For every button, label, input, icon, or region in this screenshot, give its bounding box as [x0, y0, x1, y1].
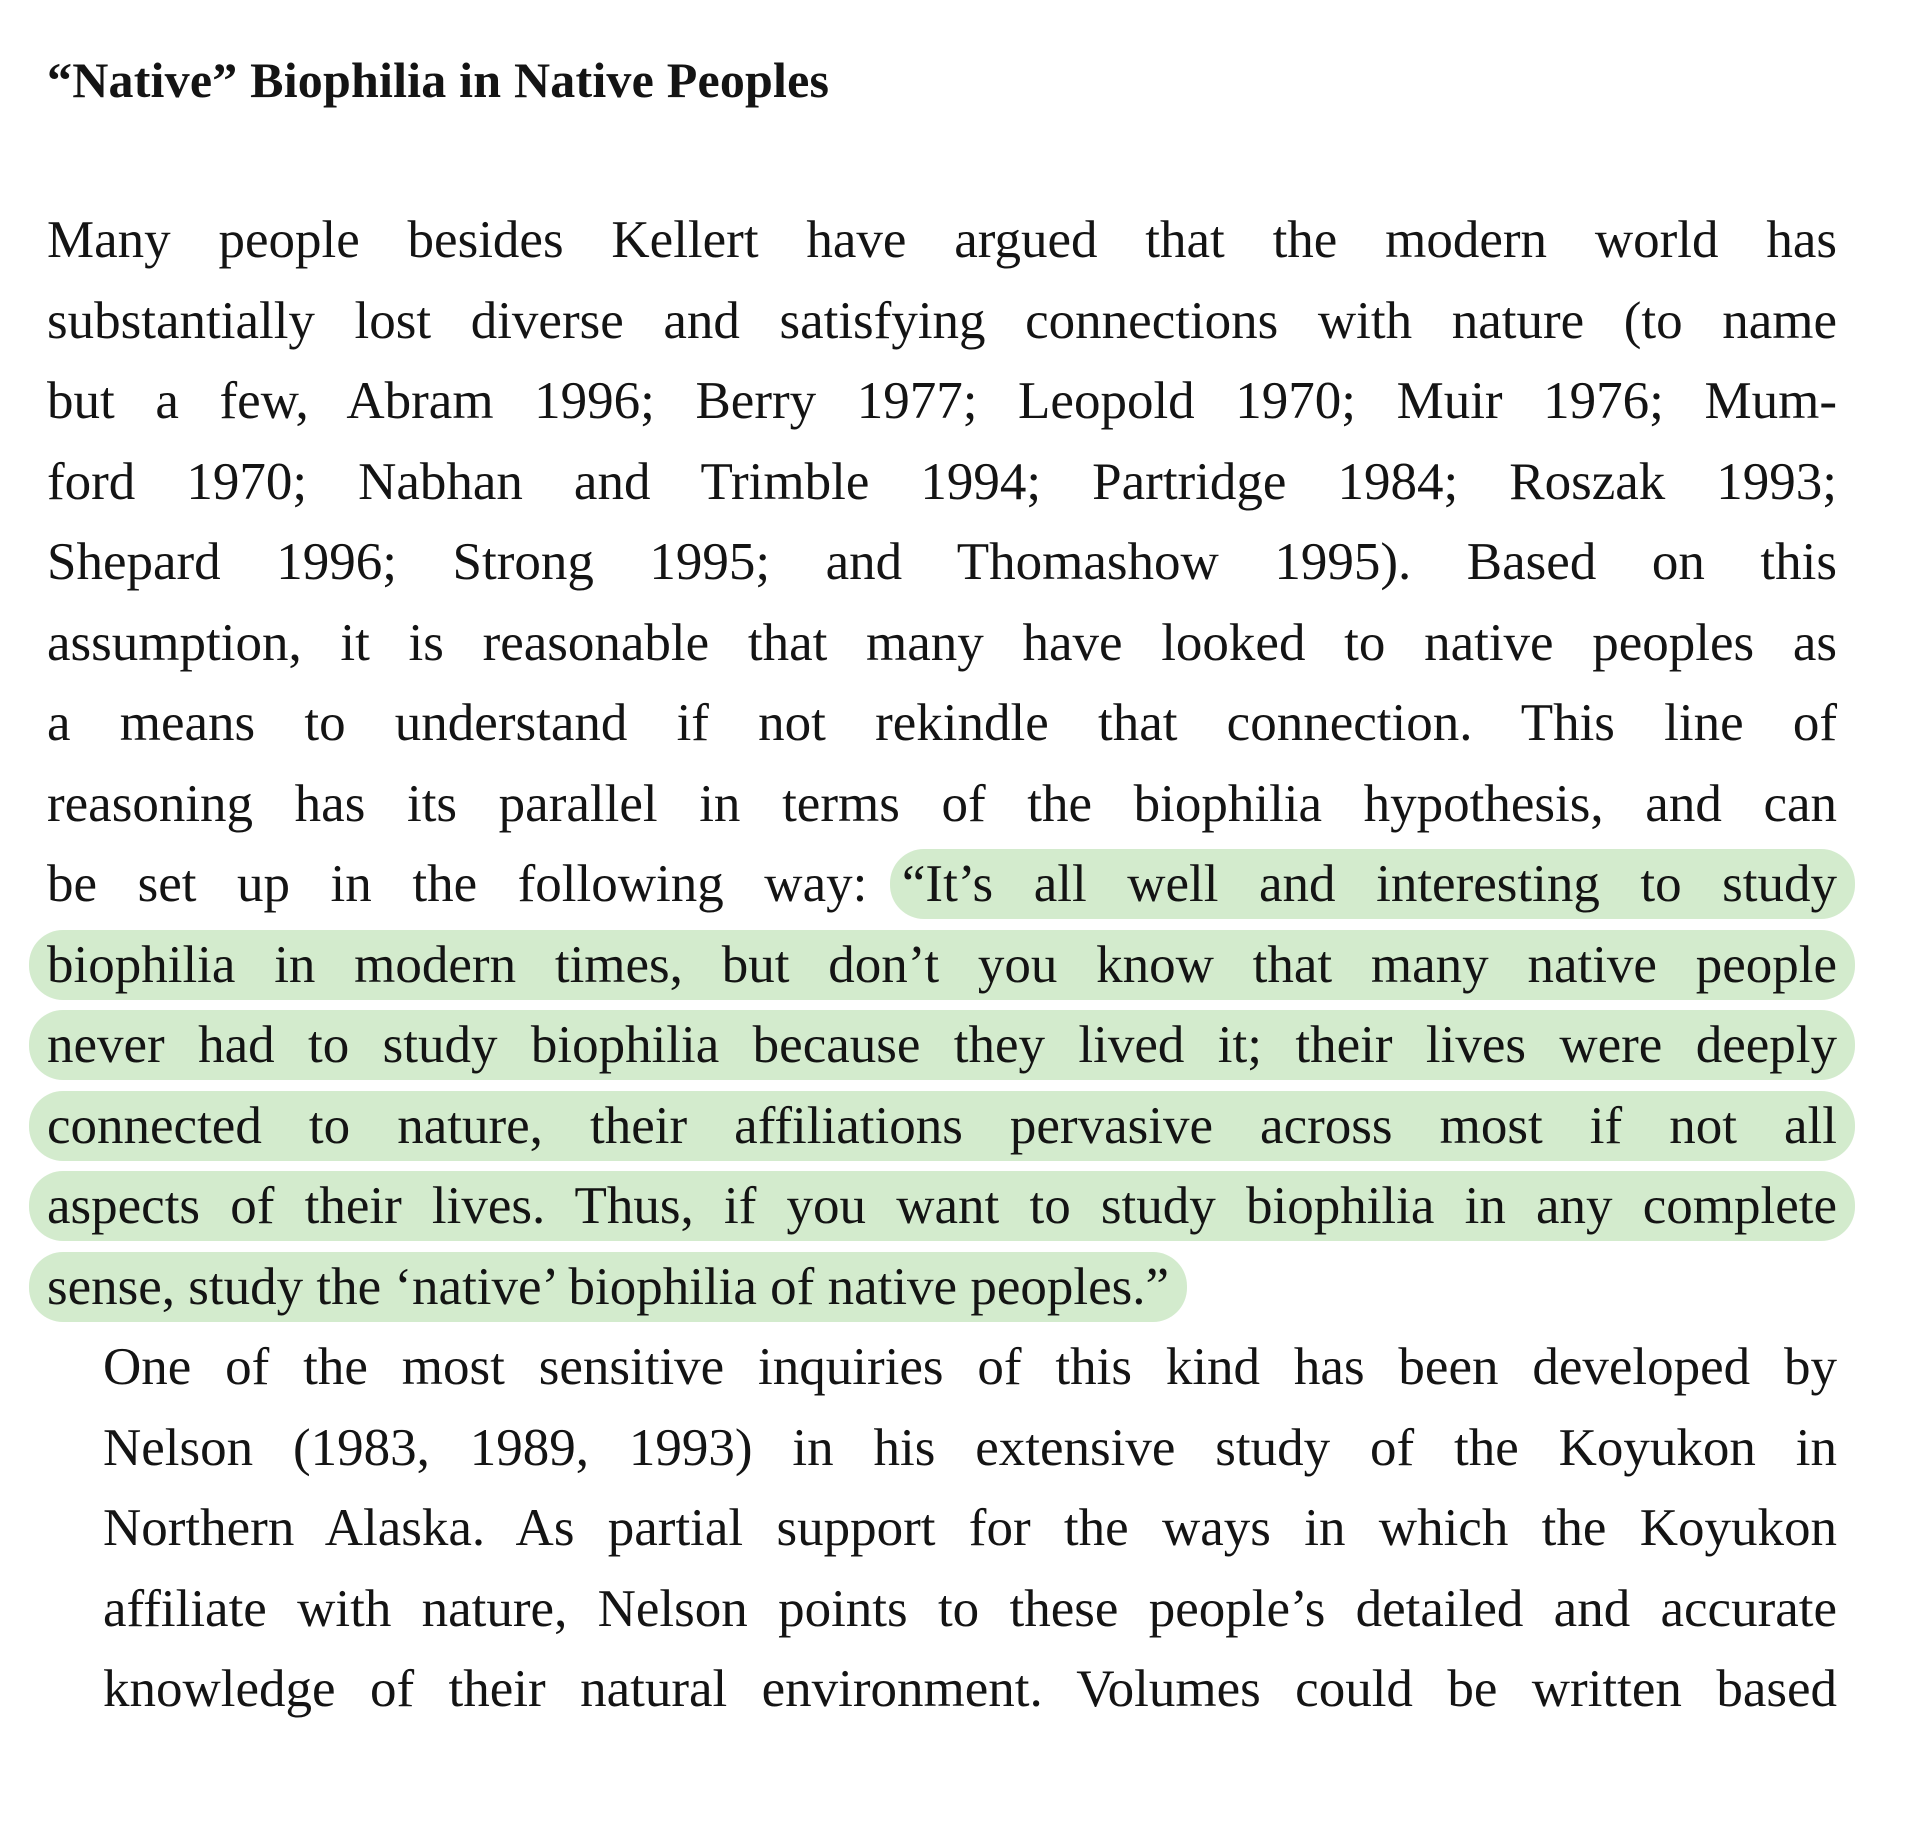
paragraph-2	[47, 1327, 1837, 1730]
text-fragment: be set up in the following way:	[47, 855, 868, 913]
text-line	[47, 1086, 1837, 1167]
document-page	[47, 40, 1837, 1730]
section-heading: “Native” Biophilia in Native Peoples	[47, 52, 830, 108]
highlighted-quote[interactable]: “It’s all well and interesting to study	[890, 849, 1855, 919]
text-line	[47, 844, 1837, 925]
text-line: a means to understand if not rekindle that connection. This line of	[47, 694, 1837, 752]
text-line	[47, 1247, 1837, 1328]
highlighted-quote[interactable]: never had to study biophilia because they lived it; their lives were deeply	[29, 1010, 1855, 1080]
text-line: Many people besides Kellert have argued that the modern world has	[47, 211, 1837, 269]
text-line: Nelson (1983, 1989, 1993) in his extensive study of the Koyukon in	[103, 1418, 1837, 1477]
text-line	[47, 925, 1837, 1006]
paragraph-1	[47, 200, 1837, 1327]
text-line: knowledge of their natural environment. Volumes could be written based	[103, 1660, 1837, 1718]
highlighted-quote[interactable]: aspects of their lives. Thus, if you want to study biophilia in any complete	[29, 1171, 1855, 1241]
text-line	[47, 1005, 1837, 1086]
text-line: affiliate with nature, Nelson points to these people’s detailed and accurate	[103, 1579, 1837, 1638]
text-line: substantially lost diverse and satisfying connections with nature (to name	[47, 291, 1837, 350]
text-line: Northern Alaska. As partial support for the ways in which the Koyukon	[103, 1499, 1837, 1557]
highlighted-quote[interactable]: connected to nature, their affiliations pervasive across most if not all	[29, 1091, 1855, 1161]
highlighted-quote[interactable]: sense, study the ‘native’ biophilia of native peoples.”	[29, 1252, 1187, 1322]
text-line: One of the most sensitive inquiries of this kind has been developed by	[103, 1338, 1837, 1396]
text-line	[47, 1166, 1837, 1247]
highlighted-quote[interactable]: biophilia in modern times, but don’t you know that many native people	[29, 930, 1855, 1000]
text-line: assumption, it is reasonable that many have looked to native peoples as	[47, 613, 1837, 672]
text-line: Shepard 1996; Strong 1995; and Thomashow 1995). Based on this	[47, 533, 1837, 591]
text-line: ford 1970; Nabhan and Trimble 1994; Partridge 1984; Roszak 1993;	[47, 452, 1837, 511]
text-line: reasoning has its parallel in terms of the biophilia hypothesis, and can	[47, 774, 1837, 833]
text-line: but a few, Abram 1996; Berry 1977; Leopold 1970; Muir 1976; Mum-	[47, 372, 1837, 430]
